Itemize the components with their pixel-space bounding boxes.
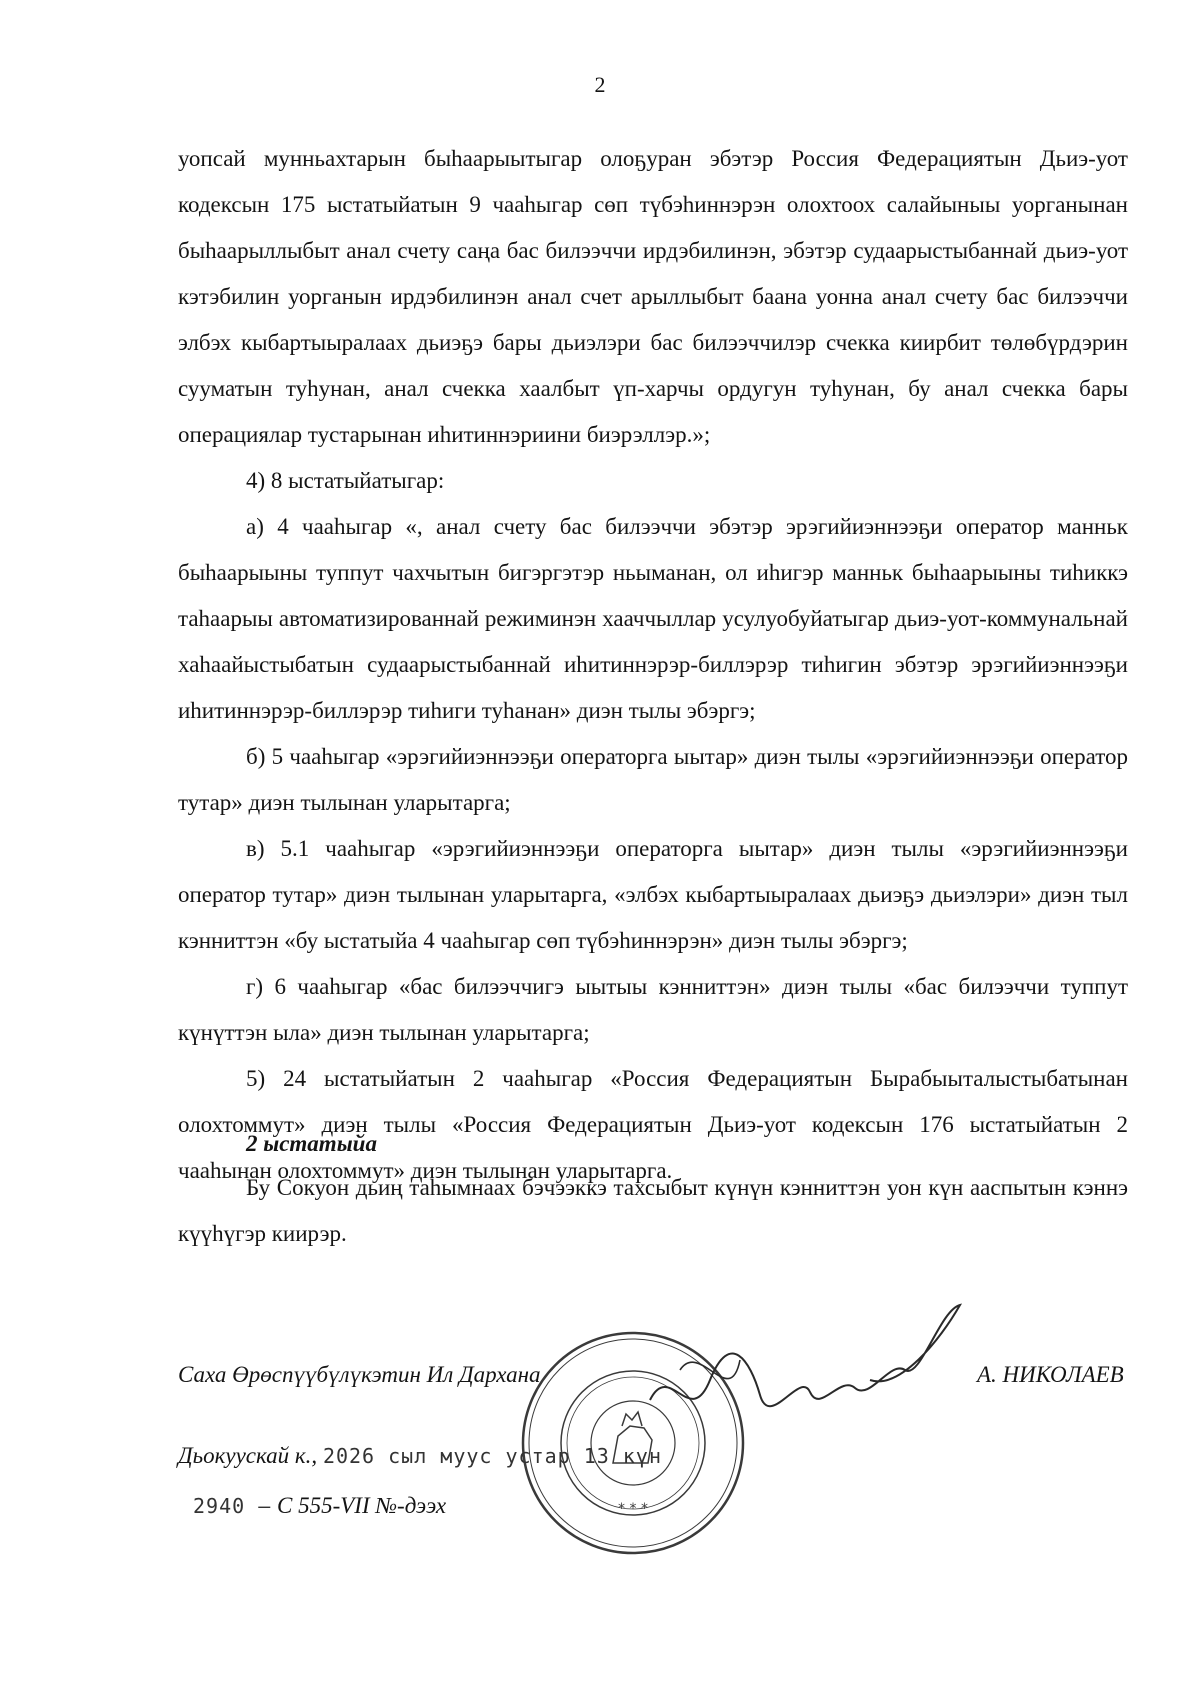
page-number: 2 — [594, 72, 606, 97]
handwritten-signature-icon — [640, 1300, 970, 1440]
place-date-line — [178, 1443, 662, 1469]
paragraph-item-a: а) 4 чааhыгар «, анал счету бас билээччи эбэтэр эрэгийиэннээҕи оператор манньк быhаарыыны туппут чахчытын бигэргэтэр ньыманан, ол иhигэр манньк быhаарыыны тиhиккэ таhаарыы автоматизированнай режиминэн хааччыллар усулуобуйатыгар дьиэ-уот-коммунальнай хаhаайыстыбатын судаарыстыбаннай иhитиннэрэр-биллэрэр тиhигин эбэтэр эрэгийиэннээҕи иhитиннэрэр-биллэрэр тиhиги туhанан» диэн тылы эбэргэ; — [178, 514, 1128, 723]
article-text: Бу Сокуон дьиң таhымнаах бэчээккэ тахсыбыт күнүн кэнниттэн уон күн ааспытын кэннэ күүhүгэр киирэр. — [178, 1175, 1128, 1246]
handwritten-number: 2940 – — [193, 1494, 272, 1518]
paragraph-item-5: 5) 24 ыстатыйатын 2 чааhыгар «Россия Федерациятын Бырабыыталыстыбатынан олохтоммут» диэн тылы «Россия Федерациятын Дьиэ-уот кодексын 176 ыстатыйатын 2 чааhынан олохтоммут» диэн тылынан уларытарга. — [178, 1066, 1128, 1183]
paragraph-item-4: 4) 8 ыстатыйатыгар: — [246, 468, 445, 493]
paragraph-item-v: в) 5.1 чааhыгар «эрэгийиэннээҕи операторга ыытар» диэн тылы «эрэгийиэннээҕи оператор тутар» диэн тылынан уларытарга, «элбэх кыбартыыралаах дьиэҕэ дьиэлэри» диэн тыл кэнниттэн «бу ыстатыйа 4 чааhыгар сөп түбэhиннэрэн» диэн тылы эбэргэ; — [178, 836, 1128, 953]
document-number-line — [193, 1493, 446, 1519]
handwritten-date: 2026 сыл муус устар 13 күн — [322, 1444, 663, 1468]
signatory-name: А. НИКОЛАЕВ — [977, 1362, 1124, 1387]
document-body — [178, 136, 1128, 1194]
paragraph-continuation: уопсай мунньахтарын быhаарыытыгар олоҕуран эбэтэр Россия Федерациятын Дьиэ-уот кодексын 175 ыстатыйатын 9 чааhыгар сөп түбэhиннэрэн олохтоох салайыныы уорганынан быhаарыллыбыт анал счету саңа бас билээччи ирдэбилинэн, эбэтэр судаарыстыбаннай дьиэ-уот кэтэбилин уорганын ирдэбилинэн анал счет арыллыбыт баана уонна анал счету бас билээччи элбэх кыбартыыралаах дьиэҕэ бары дьиэлэри бас билээччилэр счекка киирбит төлөбүрдэрин сууматын туhунан, анал счекка хаалбыт үп-харчы ордугун туhунан, бу анал счекка бары операциялар тустарынан иhитиннэриини биэрэллэр.»; — [178, 146, 1128, 447]
signatory-title: Саха Өрөспүүбүлүкэтин Ил Дархана — [178, 1362, 541, 1387]
place-prefix: Дьокуускай к., — [178, 1443, 318, 1468]
article-body — [178, 1165, 1128, 1257]
article-heading: 2 ыстатыйа — [246, 1131, 377, 1156]
printed-number: С 555-VII №-дээх — [277, 1493, 447, 1518]
paragraph-item-b: б) 5 чааhыгар «эрэгийиэннээҕи операторга ыытар» диэн тылы «эрэгийиэннээҕи оператор тутар» диэн тылынан уларытарга; — [178, 744, 1128, 815]
svg-text:* * *: * * * — [618, 1501, 648, 1517]
paragraph-item-g: г) 6 чааhыгар «бас билээччигэ ыытыы кэнниттэн» диэн тылы «бас билээччи туппут күнүттэн ыла» диэн тылынан уларытарга; — [178, 974, 1128, 1045]
